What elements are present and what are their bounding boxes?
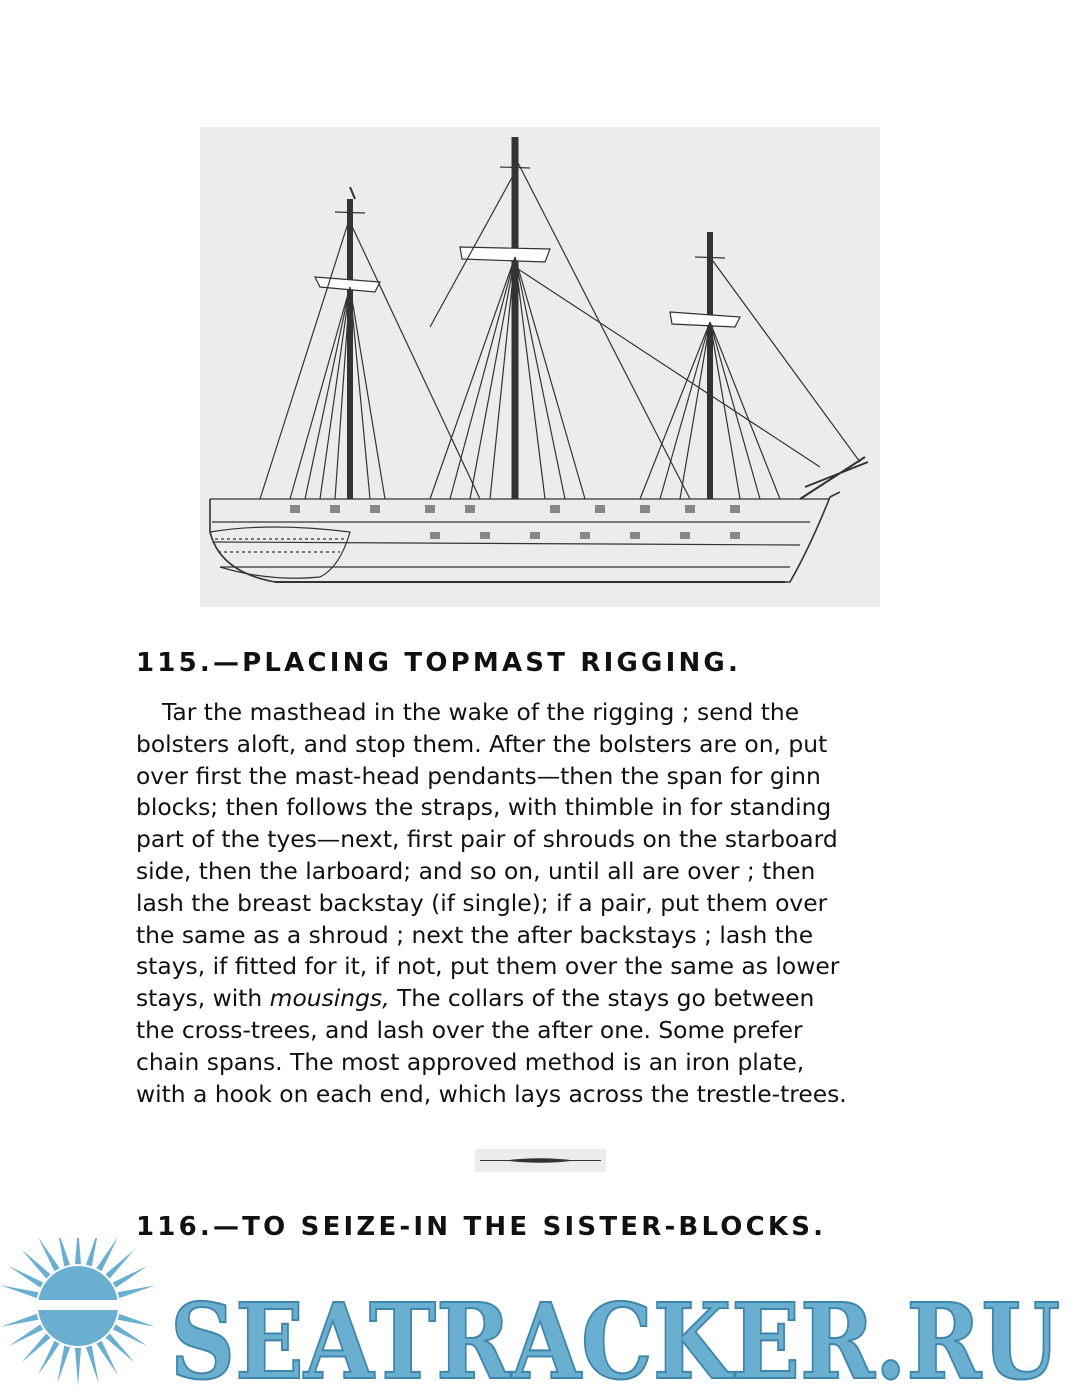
text-fragment: stays, with (136, 984, 270, 1013)
sun-ray (118, 1285, 156, 1298)
sun-ray (57, 1346, 70, 1384)
sun-ray (75, 1238, 81, 1264)
text-line: bolsters aloft, and stop them. After the bolsters are on, put (136, 729, 828, 758)
sun-ray (57, 1238, 70, 1266)
sun-ray (75, 1348, 81, 1386)
text-line: blocks; then follows the straps, with thimble in for standing (136, 793, 832, 822)
text-line: the same as a shroud ; next the after backstays ; lash the (136, 920, 814, 949)
sun-ray (113, 1324, 148, 1346)
sun-ray (9, 1324, 44, 1346)
text-fragment: The collars of the stays go between (389, 984, 815, 1013)
section-heading-115: 115.—PLACING TOPMAST RIGGING. (136, 648, 742, 678)
sun-ray (118, 1314, 156, 1327)
text-line: with a hook on each end, which lays across the trestle-trees. (136, 1079, 847, 1108)
sun-ray (1, 1314, 39, 1327)
sun-ray (9, 1266, 44, 1288)
sunburst-icon (0, 1238, 158, 1386)
sun-ray (96, 1238, 118, 1271)
sun-ray (86, 1238, 99, 1266)
text-line: lash the breast backstay (if single); if a pair, put them over (136, 888, 828, 917)
sun-ray (38, 1341, 60, 1376)
sun-ray (1, 1285, 39, 1298)
text-line: stays, if fitted for it, if not, put them over the same as lower (136, 952, 840, 981)
watermark-logo (0, 1238, 1080, 1397)
text-line: part of the tyes—next, first pair of shrouds on the starboard (136, 825, 838, 854)
text-line: chain spans. The most approved method is an iron plate, (136, 1047, 805, 1076)
section-divider (475, 1149, 606, 1172)
text-line (136, 983, 966, 1015)
sun-ray (86, 1346, 99, 1384)
section-115-body (136, 697, 966, 1110)
watermark-text: SEATRACKER.RU (170, 1280, 1060, 1397)
section-heading-116: 116.—TO SEIZE-IN THE SISTER-BLOCKS. (136, 1212, 827, 1242)
text-line: over first the mast-head pendants—then the span for ginn (136, 761, 821, 790)
text-line: Tar the masthead in the wake of the rigging ; send the (162, 698, 800, 726)
text-line: side, then the larboard; and so on, until all are over ; then (136, 856, 816, 885)
sun-ray (96, 1341, 118, 1376)
italic-term: mousings, (269, 984, 390, 1013)
ship-illustration (200, 127, 880, 607)
text-line: the cross-trees, and lash over the after one. Some prefer (136, 1015, 803, 1044)
sun-ray (113, 1266, 148, 1288)
sun-ray (38, 1238, 60, 1271)
